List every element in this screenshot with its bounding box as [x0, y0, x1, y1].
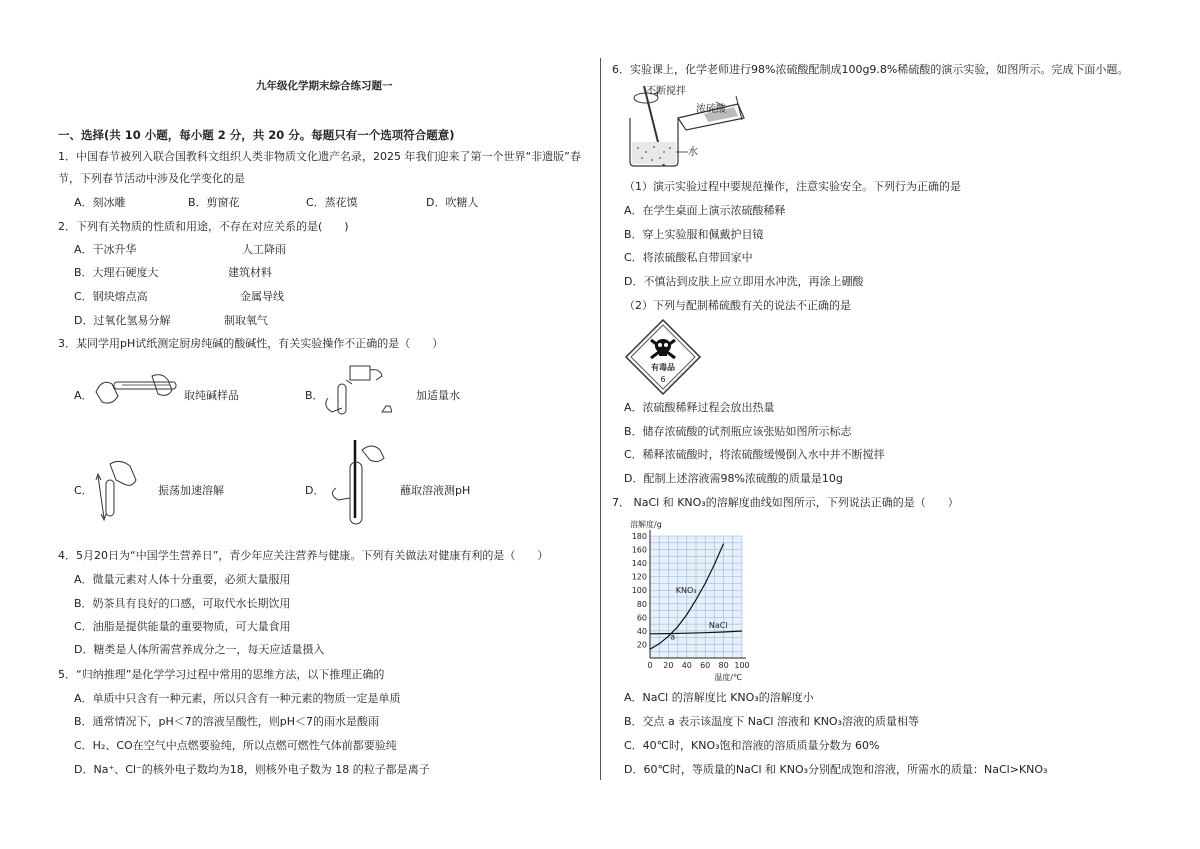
- q3-figure-c: [94, 458, 158, 522]
- q6-label-acid: 浓硫酸: [696, 104, 726, 115]
- q6-label-stir: 不断搅拌: [646, 86, 686, 97]
- q6-sub2-option-a: A．浓硫酸稀释过程会放出热量: [624, 401, 775, 414]
- q2-stem: 2．下列有关物质的性质和用途，不存在对应关系的是( ): [58, 220, 349, 233]
- q2-option-b-use: 建筑材料: [228, 266, 272, 279]
- page-title: 九年级化学期末综合练习题一: [256, 80, 393, 92]
- q6-sub2-stem: （2）下列与配制稀硫酸有关的说法不正确的是: [624, 299, 851, 312]
- q5-option-b: B．通常情况下，pH＜7的溶液呈酸性，则pH＜7的雨水是酸雨: [74, 715, 380, 728]
- toxic-sign-text: 有毒品: [651, 363, 675, 372]
- q6-sub1-option-c: C．将浓硫酸私自带回家中: [624, 251, 753, 264]
- series-label-kno3: KNO₃: [675, 585, 697, 595]
- q3-option-d-letter: D．: [305, 484, 325, 497]
- column-divider: [600, 58, 601, 780]
- q4-option-d: D．糖类是人体所需营养成分之一，每天应适量摄入: [74, 643, 325, 656]
- q3-option-c-letter: C．: [74, 484, 93, 497]
- q6-sub1-stem: （1）演示实验过程中要规范操作，注意实验安全。下列行为正确的是: [624, 180, 961, 193]
- q2-option-d: D．过氧化氢易分解: [74, 314, 171, 327]
- q3-stem: 3．某同学用pH试纸测定厨房纯碱的酸碱性，有关实验操作不正确的是（ ）: [58, 337, 444, 350]
- q7-option-d: D．60℃时，等质量的NaCl 和 KNO₃分别配成饱和溶液，所需水的质量：NaCl>KNO₃: [624, 763, 1048, 776]
- q1-stem-line2: 节，下列春节活动中涉及化学变化的是: [58, 172, 245, 185]
- q7-option-c: C．40℃时，KNO₃饱和溶液的溶质质量分数为 60%: [624, 739, 880, 752]
- x-tick-label: 100: [734, 661, 750, 670]
- x-tick-label: 80: [718, 661, 729, 670]
- toxic-sign-number: 6: [660, 375, 666, 384]
- q2-option-d-use: 制取氧气: [224, 314, 268, 327]
- q6-sub1-option-a: A．在学生桌面上演示浓硫酸稀释: [624, 204, 786, 217]
- x-axis-label: 温度/℃: [714, 673, 742, 682]
- q5-option-c: C．H₂、CO在空气中点燃要验纯，所以点燃可燃性气体前都要验纯: [74, 739, 397, 752]
- x-tick-label: 0: [647, 661, 653, 670]
- y-tick-label: 120: [631, 572, 647, 582]
- q6-sub2-option-d: D．配制上述溶液需98%浓硫酸的质量是10g: [624, 472, 843, 485]
- q3-figure-b: [320, 358, 392, 418]
- q4-option-b: B．奶茶具有良好的口感，可取代水长期饮用: [74, 597, 291, 610]
- q6-sub2-option-c: C．稀释浓硫酸时，将浓硫酸缓慢倒入水中并不断搅拌: [624, 448, 885, 461]
- q1-option-b: B．剪窗花: [188, 196, 240, 209]
- q3-option-d-text: 蘸取溶液测pH: [400, 484, 471, 497]
- y-axis-label: 溶解度/g: [630, 520, 662, 529]
- y-tick-label: 180: [631, 532, 647, 541]
- q6-sub1-option-d: D．不慎沾到皮肤上应立即用水冲洗，再涂上硼酸: [624, 275, 864, 288]
- q7-option-a: A．NaCl 的溶解度比 KNO₃的溶解度小: [624, 691, 814, 704]
- q2-option-a-use: 人工降雨: [242, 243, 286, 256]
- q1-option-c: C．蒸花馍: [306, 196, 358, 209]
- q4-stem: 4．5月20日为“中国学生营养日”，青少年应关注营养与健康。下列有关做法对健康有利的是（ ）: [58, 549, 549, 562]
- y-tick-label: 20: [636, 640, 647, 650]
- q3-option-a-text: 取纯碱样品: [184, 389, 239, 402]
- q6-sub1-option-b: B．穿上实验服和佩戴护目镜: [624, 228, 764, 241]
- q3-figure-d: [324, 438, 390, 530]
- q4-option-a: A．微量元素对人体十分重要，必须大量服用: [74, 573, 291, 586]
- section-heading: 一、选择(共 10 小题，每小题 2 分，共 20 分。每题只有一个选项符合题意): [58, 128, 455, 142]
- q1-option-a: A．刻冰雕: [74, 196, 126, 209]
- x-tick-label: 60: [700, 661, 711, 670]
- series-label-nacl: NaCl: [708, 621, 728, 631]
- q6-sub2-option-b: B．储存浓硫酸的试剂瓶应该张贴如图所示标志: [624, 425, 852, 438]
- q2-option-c: C．钢块熔点高: [74, 290, 148, 303]
- x-tick-label: 20: [663, 661, 674, 670]
- q2-option-b: B．大理石硬度大: [74, 266, 159, 279]
- y-tick-label: 60: [636, 613, 647, 623]
- q2-option-a: A．干冰升华: [74, 243, 137, 256]
- q4-option-c: C．油脂是提供能量的重要物质，可大量食用: [74, 620, 291, 633]
- x-tick-label: 40: [681, 661, 692, 670]
- q5-option-a: A．单质中只含有一种元素，所以只含有一种元素的物质一定是单质: [74, 692, 401, 705]
- q3-option-b-letter: B．: [305, 389, 324, 402]
- q7-option-b: B．交点 a 表示该温度下 NaCl 溶液和 KNO₃溶液的质量相等: [624, 715, 919, 728]
- q3-option-c-text: 振荡加速溶解: [158, 484, 224, 497]
- y-tick-label: 160: [631, 545, 647, 555]
- q6-label-water: 水: [688, 147, 698, 158]
- q7-stem: 7． NaCl 和 KNO₃的溶解度曲线如图所示，下列说法正确的是（ ）: [612, 496, 959, 509]
- q2-option-c-use: 金属导线: [240, 290, 284, 303]
- y-tick-label: 140: [631, 559, 647, 569]
- q3-option-a-letter: A．: [74, 389, 93, 402]
- intersection-label: a: [670, 632, 676, 642]
- y-tick-label: 80: [636, 599, 647, 609]
- q6-stem: 6．实验课上，化学老师进行98%浓硫酸配制成100g9.8%稀硫酸的演示实验，如图所示。完成下面小题。: [612, 63, 1129, 76]
- q1-stem-line1: 1．中国春节被列入联合国教科文组织人类非物质文化遗产名录，2025 年我们迎来了第一个世界“非遗版”春: [58, 150, 581, 163]
- q5-option-d: D．Na⁺、Cl⁻的核外电子数均为18，则核外电子数为 18 的粒子都是离子: [74, 763, 430, 776]
- y-tick-label: 40: [636, 626, 647, 636]
- y-tick-label: 100: [631, 586, 647, 596]
- q3-figure-a: [92, 366, 184, 416]
- toxic-sign: [624, 318, 702, 396]
- q3-option-b-text: 加适量水: [416, 389, 460, 402]
- q5-stem: 5．“归纳推理”是化学学习过程中常用的思维方法，以下推理正确的: [58, 668, 385, 681]
- q1-option-d: D．吹糖人: [426, 196, 479, 209]
- solubility-chart: [620, 518, 750, 684]
